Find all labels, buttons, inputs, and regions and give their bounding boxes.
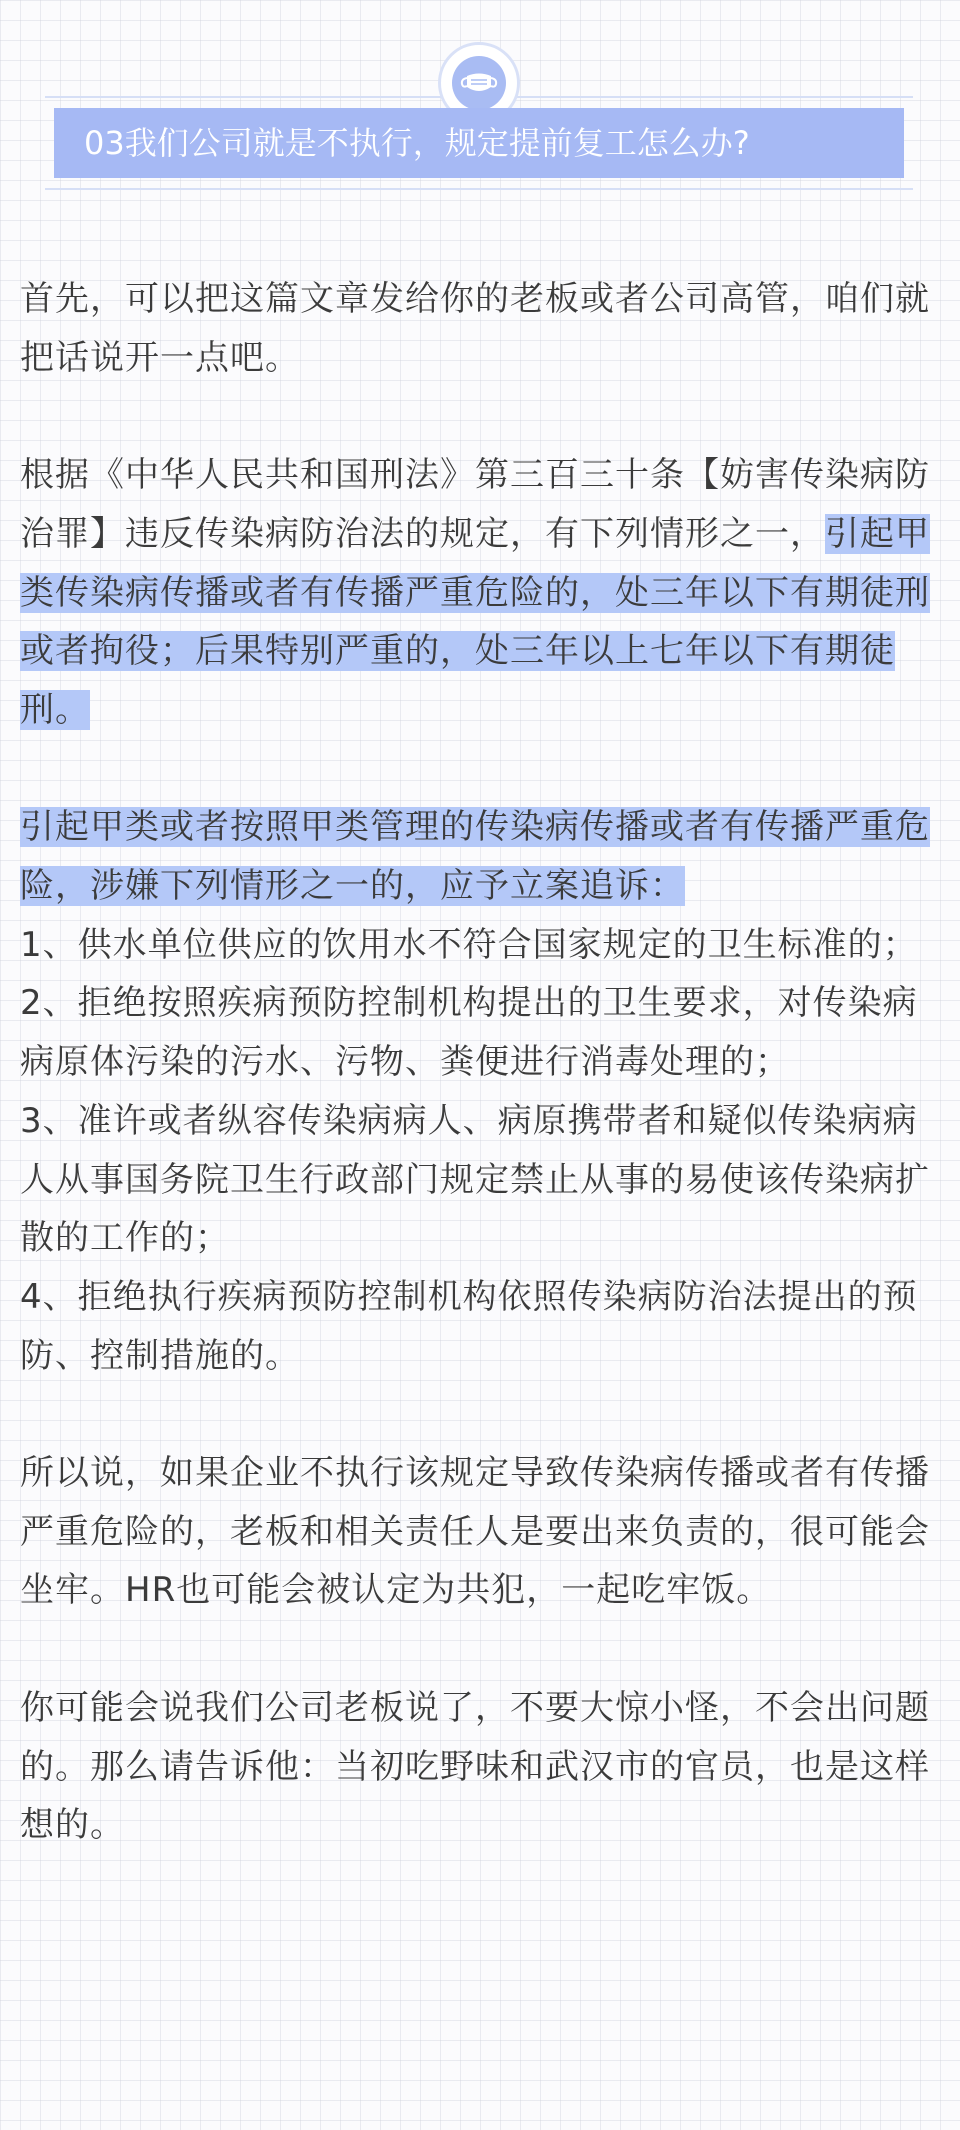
paragraph-gap: [20, 1385, 940, 1444]
section-title: 03我们公司就是不执行，规定提前复工怎么办?: [54, 108, 904, 178]
section-header: [0, 0, 960, 200]
article-body: [20, 270, 940, 1855]
highlighted-penalty-text: 引起甲类传染病传播或者有传播严重危险的，处三年以下有期徒刑或者拘役；后果特别严重的，处三年以上七年以下有期徒刑。: [20, 513, 930, 730]
header-bottom-rule: [45, 188, 913, 190]
paragraph-gap: [20, 740, 940, 799]
paragraph-law: [20, 446, 940, 740]
mask-icon: [460, 68, 498, 98]
paragraph-gap: [20, 1620, 940, 1679]
paragraph-consequence: 所以说，如果企业不执行该规定导致传染病传播或者有传播严重危险的，老板和相关责任人是要出来负责的，很可能会坐牢。HR也可能会被认定为共犯，一起吃牢饭。: [20, 1453, 930, 1611]
list-item: 2、拒绝按照疾病预防控制机构提出的卫生要求，对传染病病原体污染的污水、污物、粪便进行消毒处理的；: [20, 983, 918, 1083]
list-item: 3、准许或者纵容传染病病人、病原携带者和疑似传染病病人从事国务院卫生行政部门规定禁止从事的易使该传染病扩散的工作的；: [20, 1100, 930, 1259]
paragraph-conclusion: 你可能会说我们公司老板说了，不要大惊小怪，不会出问题的。那么请告诉他：当初吃野味和武汉市的官员，也是这样想的。: [20, 1687, 930, 1846]
header-badge-inner: [452, 56, 506, 110]
paragraph-intro: 首先，可以把这篇文章发给你的老板或者公司高管，咱们就把话说开一点吧。: [20, 279, 930, 378]
paragraph-gap: [20, 387, 940, 446]
law-intro-text: 根据《中华人民共和国刑法》第三百三十条【妨害传染病防治罪】违反传染病防治法的规定，有下列情形之一，: [20, 455, 930, 554]
list-item: 4、拒绝执行疾病预防控制机构依照传染病防治法提出的预防、控制措施的。: [20, 1276, 918, 1376]
paragraph-prosecution: [20, 798, 940, 915]
list-item: 1、供水单位供应的饮用水不符合国家规定的卫生标准的；: [20, 924, 918, 965]
highlighted-prosecution-text: 引起甲类或者按照甲类管理的传染病传播或者有传播严重危险，涉嫌下列情形之一的，应予立案追诉：: [20, 807, 930, 906]
